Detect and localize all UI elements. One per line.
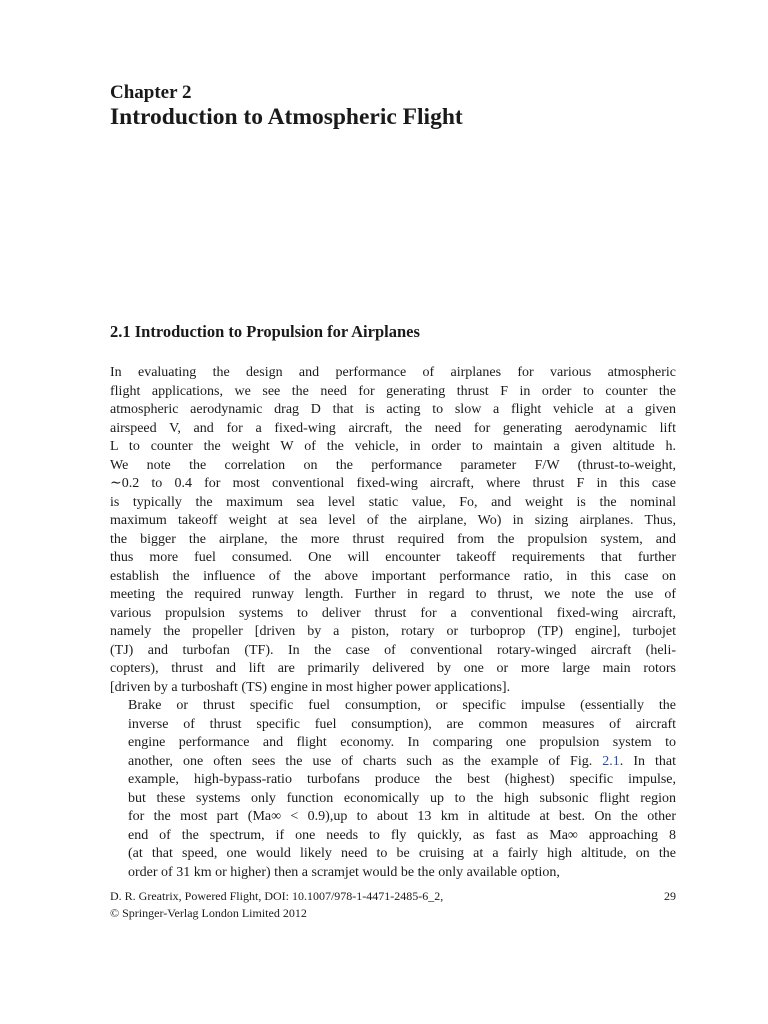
text-line: inverse of thrust specific fuel consumption), are common measures of aircraft [128,716,676,732]
text-line: end of the spectrum, if one needs to fly quickly, as fast as Ma∞ approaching 8 [128,827,676,843]
text-line: another, one often sees the use of charts such as the example of Fig. 2.1. In that [128,753,677,769]
text-line: maximum takeoff weight at sea level of the airplane, Wo) in sizing airplanes. Thus, [110,513,676,528]
text-line: In evaluating the design and performance of airplanes for various atmospheric [110,365,676,380]
text-line: flight applications, we see the need for generating thrust F in order to counter the [110,383,676,399]
text-line: namely the propeller [driven by a piston, rotary or turboprop (TP) engine], turbojet [110,624,676,639]
footer-citation: D. R. Greatrix, Powered Flight, DOI: 10.1007/978-1-4471-2485-6_2, [110,889,444,903]
chapter-label: Chapter 2 [110,82,192,103]
footer-copyright: © Springer-Verlag London Limited 2012 [110,905,307,920]
section-heading: 2.1 Introduction to Propulsion for Airplanes [110,322,420,341]
text-line: We note the correlation on the performance parameter F/W (thrust-to-weight, [110,457,676,473]
text-line: (TJ) and turbofan (TF). In the case of conventional rotary-winged aircraft (heli- [110,642,676,658]
text-line: airspeed V, and for a fixed-wing aircraft, the need for generating aerodynamic lift [110,420,676,436]
paragraph-1 [110,364,676,697]
text-line: engine performance and flight economy. In comparing one propulsion system to [128,735,676,750]
footer [110,888,676,921]
text-line: (at that speed, one would likely need to be cruising at a fairly high altitude, on the [128,846,676,861]
text-line: copters), thrust and lift are primarily delivered by one or more large main rotors [110,661,676,676]
text-line: establish the influence of the above important performance ratio, in this case on [110,568,676,584]
text-line: L to counter the weight W of the vehicle, in order to maintain a given altitude h. [110,439,676,454]
text-line: atmospheric aerodynamic drag D that is acting to slow a flight vehicle at a given [110,402,676,417]
text-line: meeting the required runway length. Further in regard to thrust, we note the use of [110,587,676,602]
text-line: thus more fuel consumed. One will encounter takeoff requirements that further [110,550,676,565]
text-line: order of 31 km or higher) then a scramjet would be the only available option, [128,864,560,880]
figure-reference-link[interactable]: 2.1 [602,753,620,769]
text-line: [driven by a turboshaft (TS) engine in most higher power applications]. [110,679,511,695]
page-number: 29 [664,889,676,903]
text-line: for the most part (Ma∞ < 0.9),up to about 13 km in altitude at best. On the other [128,809,676,824]
text-line: example, high-bypass-ratio turbofans produce the best (highest) specific impulse, [128,772,676,787]
body-text [110,364,676,882]
text-line: Brake or thrust specific fuel consumption, or specific impulse (essentially the [128,698,676,713]
text-line: is typically the maximum sea level static value, Fo, and weight is the nominal [110,494,676,510]
paragraph-2 [110,697,676,882]
text-line: ∼0.2 to 0.4 for most conventional fixed-wing aircraft, where thrust F in this case [110,476,676,491]
text-line: but these systems only function economically up to the high subsonic flight region [128,790,676,806]
text-line: the bigger the airplane, the more thrust required from the propulsion system, and [110,531,676,547]
text-line: various propulsion systems to deliver thrust for a conventional fixed-wing aircraft, [110,605,676,621]
chapter-title: Introduction to Atmospheric Flight [110,104,463,130]
